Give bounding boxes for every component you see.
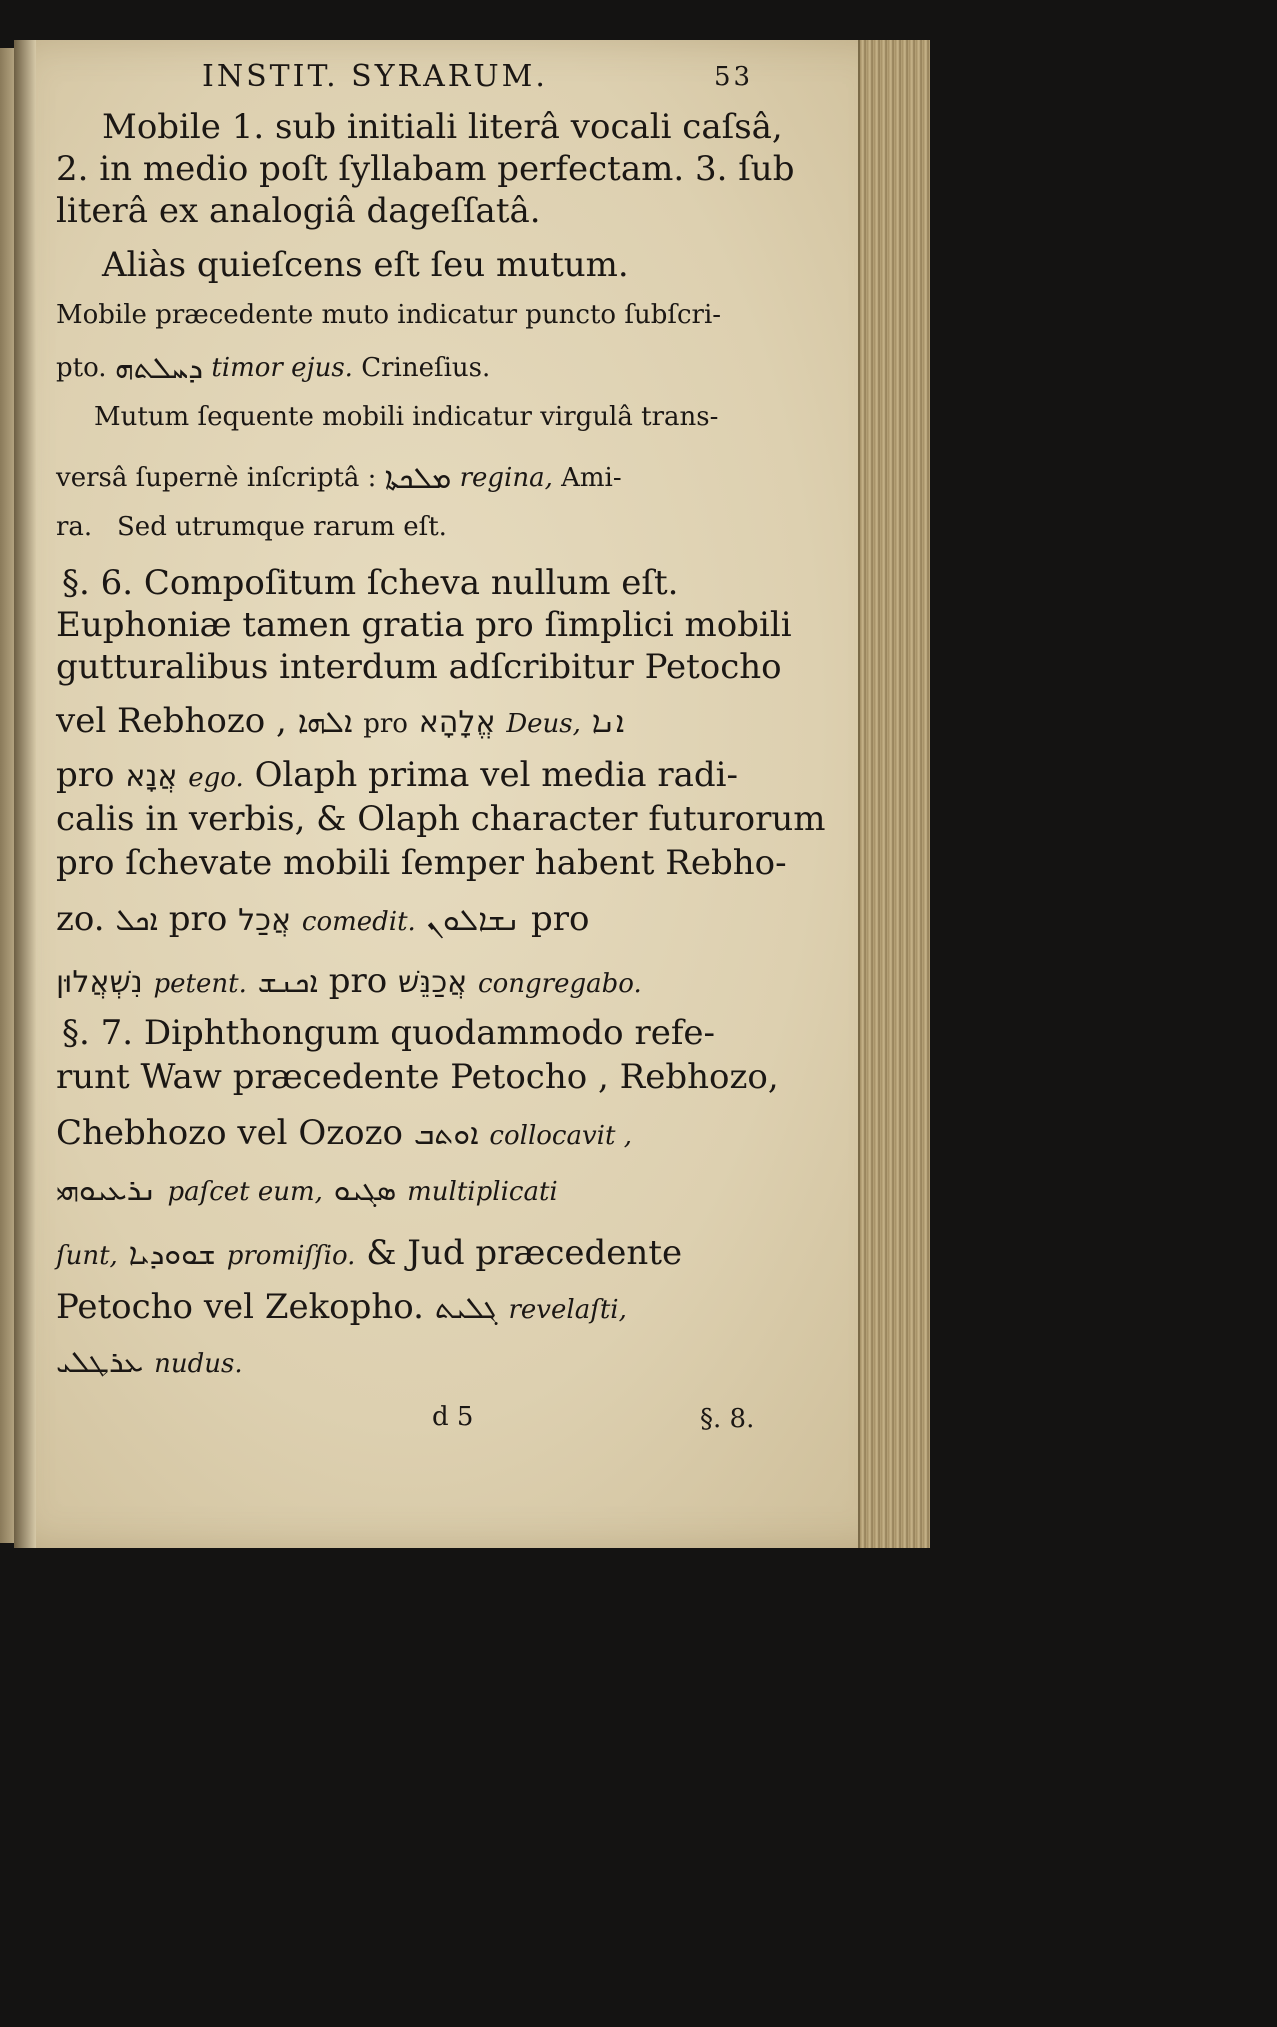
text-line: Petocho vel Zekopho. ܓܠܝܬ revelaſti, bbox=[56, 1287, 627, 1327]
text-line: pro ſchevate mobili ſemper habent Rebho- bbox=[56, 843, 787, 883]
syriac-script-glyph: ܐܟܢܫ bbox=[257, 965, 318, 1000]
text-line: pto. ܕܚܠܬܗ timor ejus. Crineſius. bbox=[56, 351, 491, 386]
text-line: ſunt, ܫܘܘܕܝܐ promiſſio. & Jud præcedente bbox=[56, 1233, 683, 1273]
syriac-script-glyph: ܥܪܛܠܝ bbox=[56, 1345, 144, 1380]
text-line: 2. in medio poſt ſyllabam perfectam. 3. ſub bbox=[56, 149, 795, 189]
syriac-script-glyph: ܫܘܘܕܝܐ bbox=[128, 1237, 216, 1272]
text-line: Mobile præcedente muto indicatur puncto ſubſcri- bbox=[56, 300, 722, 330]
text-line: versâ ſupernè inſcriptâ : ܡܠܟܬܐ regina, Ami- bbox=[56, 461, 622, 496]
text-line: zo. ܐܟܠ pro אֲכַל comedit. ܢܫܐܠܘܢ pro bbox=[56, 899, 590, 939]
syriac-script-glyph: ܐܟܠ bbox=[115, 903, 158, 938]
text-line: vel Rebhozo , ܐܠܗܐ pro אֱלָהָא Deus, ܐܢܐ bbox=[56, 701, 625, 741]
text-line: §. 7. Diphthongum quodammodo refe- bbox=[62, 1013, 716, 1053]
text-line: ܥܪܛܠܝ nudus. bbox=[56, 1345, 243, 1380]
page-number: 53 bbox=[714, 62, 754, 92]
text-line: ܢܪܥܝܘܗܝ paſcet eum, ܣܓܝܘ multiplicati bbox=[56, 1173, 558, 1208]
syriac-script-glyph: ܢܪܥܝܘܗܝ bbox=[56, 1173, 157, 1208]
page-edges bbox=[858, 40, 930, 1548]
text-line: calis in verbis, & Olaph character futurorum bbox=[56, 799, 826, 839]
syriac-script-glyph: ܕܚܠܬܗ bbox=[114, 351, 204, 386]
text-line: pro אֲנָא ego. Olaph prima vel media radi- bbox=[56, 755, 738, 795]
syriac-script-glyph: ܓܠܝܬ bbox=[434, 1291, 498, 1326]
signature-mark: d 5 bbox=[432, 1402, 474, 1432]
running-head: INSTIT. SYRARUM. bbox=[202, 59, 548, 94]
catchword: §. 8. bbox=[700, 1404, 755, 1434]
syriac-script-glyph: ܐܢܐ bbox=[591, 705, 625, 740]
text-line: ra. Sed utrumque rarum eſt. bbox=[56, 512, 447, 542]
syriac-script-glyph: ܐܠܗܐ bbox=[297, 705, 353, 740]
text-line: Aliàs quieſcens eſt ſeu mutum. bbox=[102, 245, 629, 285]
syriac-script-glyph: ܡܠܟܬܐ bbox=[384, 461, 452, 496]
gutter bbox=[14, 40, 36, 1548]
text-line: Mobile 1. sub initiali literâ vocali caſsâ, bbox=[102, 107, 783, 147]
syriac-script-glyph: ܐܘܬܒ bbox=[413, 1117, 479, 1152]
text-line: §. 6. Compoſitum ſcheva nullum eſt. bbox=[62, 563, 679, 603]
syriac-script-glyph: ܣܓܝܘ bbox=[333, 1173, 397, 1208]
text-line: gutturalibus interdum adſcribitur Petocho bbox=[56, 647, 782, 687]
text-line: runt Waw præcedente Petocho , Rebhozo, bbox=[56, 1057, 779, 1097]
text-line: נִשְׁאֲלוּן petent. ܐܟܢܫ pro אֲכַנֵּשׁ congregabo. bbox=[56, 961, 642, 1001]
syriac-script-glyph: ܢܫܐܠܘܢ bbox=[426, 903, 521, 938]
text-line: Euphoniæ tamen gratia pro ſimplici mobili bbox=[56, 605, 792, 645]
text-line: Chebhozo vel Ozozo ܐܘܬܒ collocavit , bbox=[56, 1113, 632, 1153]
text-line: Mutum ſequente mobili indicatur virgulâ trans- bbox=[94, 402, 719, 432]
text-line: literâ ex analogiâ dageſſatâ. bbox=[56, 191, 541, 231]
